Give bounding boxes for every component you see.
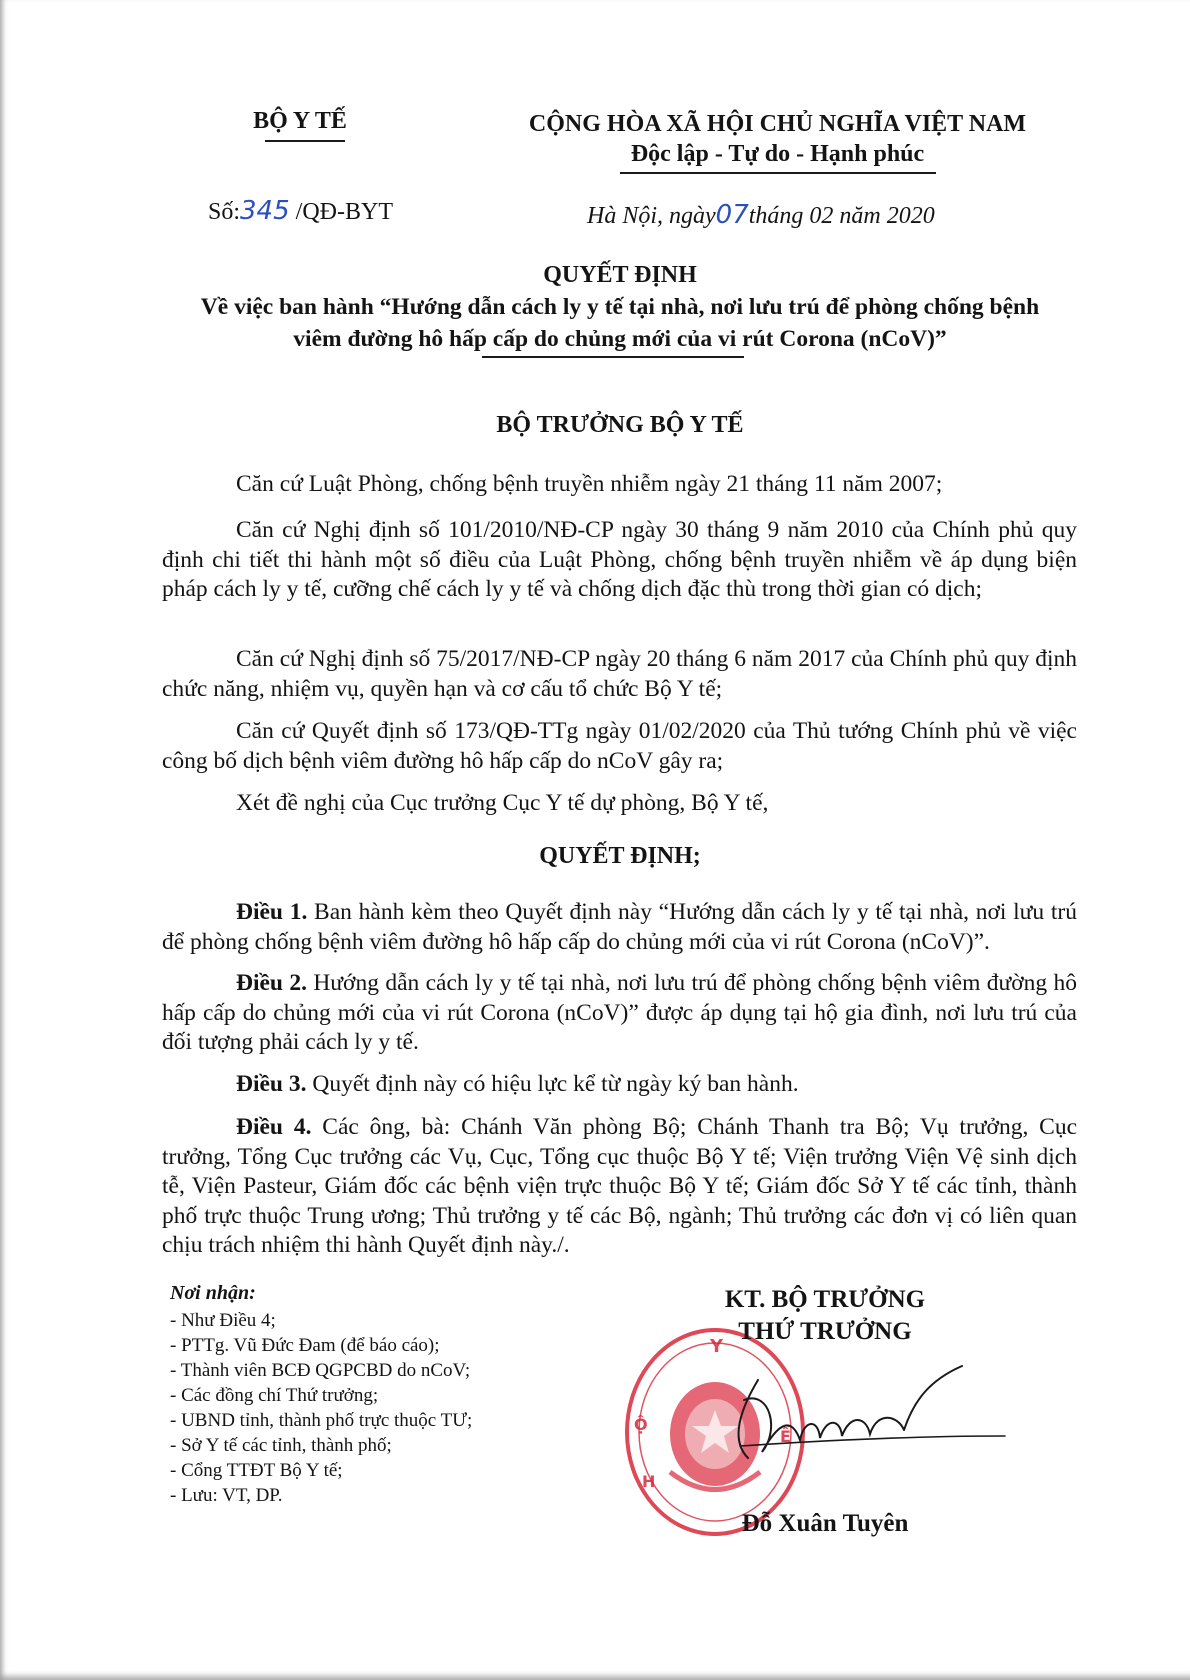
ministry-name: BỘ Y TẾ [253, 108, 347, 134]
decision-subject-line1: Về việc ban hành “Hướng dẫn cách ly y tế tại nhà, nơi lưu trú để phòng chống bệnh [200, 294, 1040, 320]
svg-text:Ộ: Ộ [634, 1415, 648, 1434]
legal-basis-4: Căn cứ Quyết định số 173/QĐ-TTg ngày 01/02/2020 của Thủ tướng Chính phủ về việc công bố dịch bệnh viêm đường hô hấp cấp do nCoV gây ra; [162, 718, 1077, 774]
svg-text:H: H [642, 1472, 656, 1491]
handwritten-day: 07 [715, 200, 749, 230]
recipient-item: - PTTg. Vũ Đức Đam (để báo cáo); [170, 1335, 440, 1356]
article-2-text: Hướng dẫn cách ly y tế tại nhà, nơi lưu trú để phòng chống bệnh viêm đường hô hấp cấp do chủng mới của vi rút Corona (nCoV)” được áp dụng tại hộ gia đình, nơi lưu trú của đối tượng phải cách ly y tế. [162, 970, 1077, 1055]
svg-text:Y: Y [710, 1336, 724, 1357]
ministry-underline [265, 140, 345, 142]
handwritten-number: 345 [240, 196, 290, 226]
document-date [587, 200, 935, 230]
legal-basis-3: Căn cứ Nghị định số 75/2017/NĐ-CP ngày 20 tháng 6 năm 2017 của Chính phủ quy định chức năng, nhiệm vụ, quyền hạn và cơ cấu tổ chức Bộ Y tế; [162, 646, 1077, 702]
number-suffix: /QĐ-BYT [295, 199, 393, 225]
legal-basis-1: Căn cứ Luật Phòng, chống bệnh truyền nhiễm ngày 21 tháng 11 năm 2007; [236, 471, 943, 497]
legal-basis-5: Xét đề nghị của Cục trưởng Cục Y tế dự phòng, Bộ Y tế, [236, 790, 769, 816]
legal-basis-2: Căn cứ Nghị định số 101/2010/NĐ-CP ngày 30 tháng 9 năm 2010 của Chính phủ quy định chi tiết thi hành một số điều của Luật Phòng, chống bệnh truyền nhiễm về áp dụng biện pháp cách ly y tế, cưỡng chế cách ly y tế và chống dịch đặc thù trong thời gian có dịch; [162, 517, 1077, 602]
recipient-item: - Lưu: VT, DP. [170, 1485, 283, 1506]
date-prefix: Hà Nội, ngày [587, 203, 716, 229]
date-suffix: tháng 02 năm 2020 [748, 203, 935, 229]
recipient-item: - UBND tỉnh, thành phố trực thuộc TƯ; [170, 1410, 473, 1431]
country-name: CỘNG HÒA XÃ HỘI CHỦ NGHĨA VIỆT NAM [528, 111, 1027, 137]
decision-title: QUYẾT ĐỊNH [543, 262, 697, 288]
recipient-item: - Sở Y tế các tỉnh, thành phố; [170, 1435, 392, 1456]
article-2-label: Điều 2. [236, 970, 307, 996]
recipient-item: - Như Điều 4; [170, 1310, 276, 1331]
handwritten-signature-icon [700, 1360, 1020, 1480]
article-4 [162, 1113, 1077, 1261]
article-3 [162, 1070, 1077, 1100]
article-4-text: Các ông, bà: Chánh Văn phòng Bộ; Chánh Thanh tra Bộ; Vụ trưởng, Cục trưởng, Tổng Cục trưởng các Vụ, Cục, Tổng cục thuộc Bộ Y tế; Viện trưởng Viện Vệ sinh dịch tễ, Viện Pasteur, Giám đốc các bệnh viện trực thuộc Bộ Y tế; Giám đốc Sở Y tế các tỉnh, thành phố trực thuộc Trung ương; Thủ trưởng y tế các Bộ, ngành; Thủ trưởng các đơn vị có liên quan chịu trách nhiệm thi hành Quyết định này./. [162, 1114, 1078, 1258]
article-4-label: Điều 4. [236, 1114, 312, 1140]
article-2 [162, 969, 1077, 1058]
document-number [208, 196, 393, 226]
signer-name: Đỗ Xuân Tuyên [741, 1510, 909, 1537]
recipient-item: - Các đồng chí Thứ trưởng; [170, 1385, 379, 1406]
subject-underline [482, 356, 744, 358]
article-1-text: Ban hành kèm theo Quyết định này “Hướng dẫn cách ly y tế tại nhà, nơi lưu trú để phòng chống bệnh viêm đường hô hấp cấp do chủng mới của vi rút Corona (nCoV)”. [162, 899, 1077, 955]
country-motto: Độc lập - Tự do - Hạnh phúc [630, 141, 925, 167]
decision-heading: QUYẾT ĐỊNH; [539, 843, 701, 869]
recipient-item: - Cổng TTĐT Bộ Y tế; [170, 1460, 343, 1481]
article-1 [162, 898, 1077, 957]
motto-underline [620, 172, 936, 174]
article-3-text: Quyết định này có hiệu lực kể từ ngày ký ban hành. [306, 1071, 799, 1097]
decision-subject-line2: viêm đường hô hấp cấp do chủng mới của vi rút Corona (nCoV)” [293, 326, 947, 352]
svg-text:Ế: Ế [780, 1427, 791, 1446]
signature-title-1: KT. BỘ TRƯỞNG [724, 1286, 926, 1313]
article-3-label: Điều 3. [236, 1071, 307, 1097]
authority-heading: BỘ TRƯỞNG BỘ Y TẾ [496, 412, 744, 438]
number-prefix: Số: [208, 199, 241, 225]
article-1-label: Điều 1. [236, 899, 308, 925]
recipients-heading: Nơi nhận: [170, 1282, 256, 1304]
recipient-item: - Thành viên BCĐ QGPCBD do nCoV; [170, 1360, 471, 1381]
signature-title-2: THỨ TRƯỞNG [738, 1318, 912, 1345]
